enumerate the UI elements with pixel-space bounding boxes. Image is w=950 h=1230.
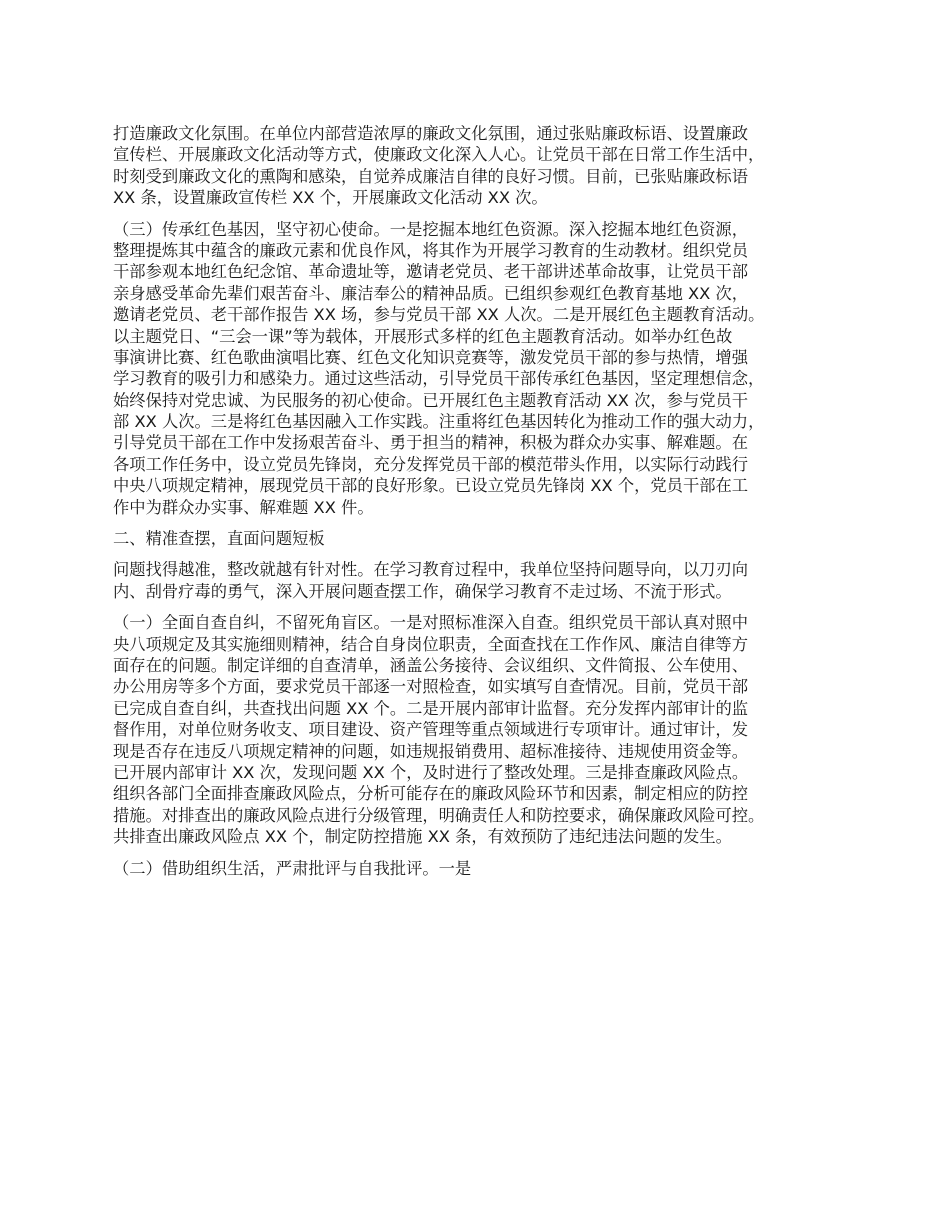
text-line: 央八项规定及其实施细则精神，结合自身岗位职责，全面查找在工作作风、廉洁自律等方 — [113, 634, 748, 654]
text-line: （二）借助组织生活，严肃批评与自我批评。一是 — [113, 858, 472, 878]
text-line: 以主题党日、“三会一课”等为载体，开展形式多样的红色主题教育活动。如举办红色故 — [113, 326, 733, 346]
text-line: 打造廉政文化氛围。在单位内部营造浓厚的廉政文化氛围，通过张贴廉政标语、设置廉政 — [113, 124, 748, 143]
text-line: 办公用房等多个方面，要求党员干部逐一对照检查，如实填写自查情况。目前，党员干部 — [113, 677, 748, 697]
text-line: 作中为群众办实事、解难题 XX 件。 — [113, 497, 374, 517]
text-line: （一）全面自查自纠，不留死角盲区。一是对照标准深入自查。组织党员干部认真对照中 — [113, 613, 748, 633]
text-line: 已开展内部审计 XX 次，发现问题 XX 个，及时进行了整改处理。三是排查廉政风险点。 — [113, 762, 749, 782]
text-line: 中央八项规定精神，展现党员干部的良好形象。已设立党员先锋岗 XX 个，党员干部在工 — [113, 476, 749, 496]
text-line: （三）传承红色基因，坚守初心使命。一是挖掘本地红色资源。深入挖掘本地红色资源， — [113, 219, 748, 239]
text-line: 亲身感受革命先辈们艰苦奋斗、廉洁奉公的精神品质。已组织参观红色教育基地 XX 次， — [113, 283, 749, 303]
section-heading — [113, 528, 859, 549]
text-line: 宣传栏、开展廉政文化活动等方式，使廉政文化深入人心。让党员干部在日常工作生活中， — [113, 145, 765, 165]
text-line: 各项工作任务中，设立党员先锋岗，充分发挥党员干部的模范带头作用，以实际行动践行 — [113, 454, 748, 474]
paragraph-self-inspection — [113, 612, 859, 847]
paragraph-gap — [113, 848, 859, 858]
text-line: XX 条，设置廉政宣传栏 XX 个，开展廉政文化活动 XX 次。 — [113, 188, 548, 208]
document-page — [113, 123, 859, 879]
text-line: 部 XX 人次。三是将红色基因融入工作实践。注重将红色基因转化为推动工作的强大动力， — [113, 412, 765, 432]
paragraph-gap — [113, 209, 859, 219]
text-line: 事演讲比赛、红色歌曲演唱比赛、红色文化知识竞赛等，激发党员干部的参与热情，增强 — [113, 347, 748, 367]
text-line: 邀请老党员、老干部作报告 XX 场，参与党员干部 XX 人次。二是开展红色主题教育活动。 — [113, 305, 765, 325]
text-line: 面存在的问题。制定详细的自查清单，涵盖公务接待、会议组织、文件简报、公车使用、 — [113, 655, 748, 675]
paragraph-gap — [113, 549, 859, 559]
text-line: 始终保持对党忠诚、为民服务的初心使命。已开展红色主题教育活动 XX 次，参与党员干 — [113, 390, 749, 410]
paragraph-organization-life — [113, 858, 859, 879]
text-line: 引导党员干部在工作中发扬艰苦奋斗、勇于担当的精神，积极为群众办实事、解难题。在 — [113, 433, 748, 453]
text-line: 干部参观本地红色纪念馆、革命遗址等，邀请老党员、老干部讲述革命故事，让党员干部 — [113, 262, 748, 282]
text-line: 整理提炼其中蕴含的廉政元素和优良作风，将其作为开展学习教育的生动教材。组织党员 — [113, 240, 748, 260]
text-line: 组织各部门全面排查廉政风险点，分析可能存在的廉政风险环节和因素，制定相应的防控 — [113, 784, 748, 804]
text-line: 时刻受到廉政文化的熏陶和感染，自觉养成廉洁自律的良好习惯。目前，已张贴廉政标语 — [113, 166, 748, 186]
text-line: 督作用，对单位财务收支、项目建设、资产管理等重点领域进行专项审计。通过审计，发 — [113, 720, 748, 740]
text-line: 学习教育的吸引力和感染力。通过这些活动，引导党员干部传承红色基因，坚定理想信念， — [113, 369, 765, 389]
text-line: 内、刮骨疗毒的勇气，深入开展问题查摆工作，确保学习教育不走过场、不流于形式。 — [113, 581, 732, 601]
paragraph-integrity-culture — [113, 123, 859, 209]
text-line: 问题找得越准，整改就越有针对性。在学习教育过程中，我单位坚持问题导向，以刀刃向 — [113, 560, 748, 580]
text-line: 措施。对排查出的廉政风险点进行分级管理，明确责任人和防控要求，确保廉政风险可控。 — [113, 805, 765, 825]
paragraph-problem-finding — [113, 559, 859, 602]
text-line: 已完成自查自纠，共查找出问题 XX 个。二是开展内部审计监督。充分发挥内部审计的监 — [113, 698, 749, 718]
text-line: 现是否存在违反八项规定精神的问题，如违规报销费用、超标准接待、违规使用资金等。 — [113, 741, 748, 761]
paragraph-red-gene — [113, 219, 859, 518]
paragraph-gap — [113, 518, 859, 528]
paragraph-gap — [113, 602, 859, 612]
text-line: 共排查出廉政风险点 XX 个，制定防控措施 XX 条，有效预防了违纪违法问题的发生。 — [113, 827, 732, 847]
heading-text: 二、精准查摆，直面问题短板 — [113, 529, 325, 549]
